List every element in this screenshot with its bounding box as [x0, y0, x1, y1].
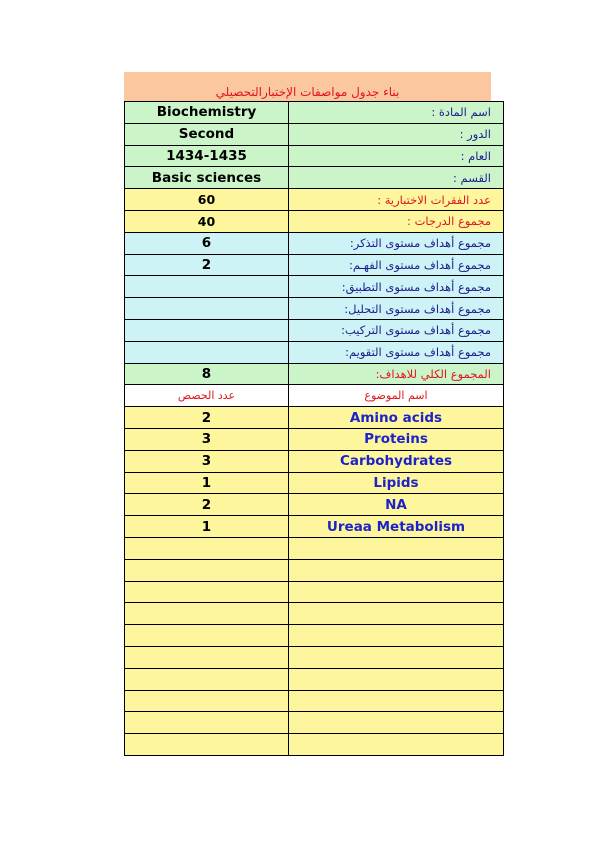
objective-row	[125, 232, 504, 254]
sessions-header: عدد الحصص	[125, 385, 289, 407]
topic-row	[125, 646, 504, 668]
topic-name: NA	[289, 494, 504, 516]
topic-row	[125, 407, 504, 429]
objective-row	[125, 298, 504, 320]
objective-value	[125, 341, 289, 363]
topic-sessions	[125, 646, 289, 668]
items-count-label: عدد الفقرات الاختبارية :	[289, 189, 504, 211]
objective-row	[125, 276, 504, 298]
items-count-value: 60	[125, 189, 289, 211]
topic-sessions	[125, 668, 289, 690]
topic-name	[289, 559, 504, 581]
topic-row	[125, 559, 504, 581]
objective-row	[125, 319, 504, 341]
topic-row	[125, 494, 504, 516]
count-row-items	[125, 189, 504, 211]
objective-row	[125, 341, 504, 363]
topic-name	[289, 712, 504, 734]
objective-label: مجموع أهداف مستوى التقويم:	[289, 341, 504, 363]
info-row-year	[125, 145, 504, 167]
topic-row	[125, 472, 504, 494]
topic-row	[125, 712, 504, 734]
year-label: العام :	[289, 145, 504, 167]
topic-row	[125, 428, 504, 450]
objective-label: مجموع أهداف مستوى التركيب:	[289, 319, 504, 341]
topic-sessions: 3	[125, 428, 289, 450]
topic-name	[289, 537, 504, 559]
department-label: القسم :	[289, 167, 504, 189]
marks-total-value: 40	[125, 210, 289, 232]
topic-name	[289, 581, 504, 603]
objective-value	[125, 319, 289, 341]
topic-name	[289, 690, 504, 712]
topic-sessions	[125, 581, 289, 603]
total-objectives-row	[125, 363, 504, 385]
topic-sessions	[125, 712, 289, 734]
topic-sessions	[125, 625, 289, 647]
year-value: 1434-1435	[125, 145, 289, 167]
topic-name	[289, 603, 504, 625]
topic-sessions	[125, 537, 289, 559]
term-value: Second	[125, 123, 289, 145]
topic-row	[125, 690, 504, 712]
topics-header-row	[125, 385, 504, 407]
subject-value: Biochemistry	[125, 102, 289, 124]
objective-value: 2	[125, 254, 289, 276]
topic-name: Ureaa Metabolism	[289, 516, 504, 538]
topic-sessions	[125, 603, 289, 625]
topic-sessions: 1	[125, 472, 289, 494]
info-row-department	[125, 167, 504, 189]
topic-row	[125, 625, 504, 647]
topic-sessions	[125, 734, 289, 756]
total-objectives-value: 8	[125, 363, 289, 385]
topic-sessions: 3	[125, 450, 289, 472]
topic-name: Proteins	[289, 428, 504, 450]
topic-row	[125, 603, 504, 625]
sheet-title: بناء جدول مواصفات الإختبارالتحصيلي	[124, 72, 491, 101]
count-row-marks	[125, 210, 504, 232]
topic-name: Lipids	[289, 472, 504, 494]
topic-row	[125, 450, 504, 472]
department-value: Basic sciences	[125, 167, 289, 189]
objective-label: مجموع أهداف مستوى التحليل:	[289, 298, 504, 320]
topic-row	[125, 537, 504, 559]
info-row-term	[125, 123, 504, 145]
objective-row	[125, 254, 504, 276]
objective-label: مجموع أهداف مستوى التطبيق:	[289, 276, 504, 298]
info-row-subject	[125, 102, 504, 124]
topic-row	[125, 668, 504, 690]
objective-value	[125, 276, 289, 298]
topic-sessions	[125, 559, 289, 581]
topic-name	[289, 734, 504, 756]
objective-value: 6	[125, 232, 289, 254]
topic-header: اسم الموضوع	[289, 385, 504, 407]
topic-sessions: 2	[125, 407, 289, 429]
topic-sessions: 1	[125, 516, 289, 538]
objective-label: مجموع أهداف مستوى التذكر:	[289, 232, 504, 254]
subject-label: اسم المادة :	[289, 102, 504, 124]
topic-row	[125, 581, 504, 603]
topic-name	[289, 668, 504, 690]
objective-label: مجموع أهداف مستوى الفهـم:	[289, 254, 504, 276]
topic-row	[125, 734, 504, 756]
marks-total-label: مجموع الدرجات :	[289, 210, 504, 232]
total-objectives-label: المجموع الكلي للاهداف:	[289, 363, 504, 385]
topic-name: Amino acids	[289, 407, 504, 429]
topic-name	[289, 646, 504, 668]
topic-name: Carbohydrates	[289, 450, 504, 472]
topic-sessions: 2	[125, 494, 289, 516]
objective-value	[125, 298, 289, 320]
topic-sessions	[125, 690, 289, 712]
spec-sheet	[124, 72, 491, 756]
topic-row	[125, 516, 504, 538]
spec-table	[124, 101, 504, 756]
term-label: الدور :	[289, 123, 504, 145]
topic-name	[289, 625, 504, 647]
